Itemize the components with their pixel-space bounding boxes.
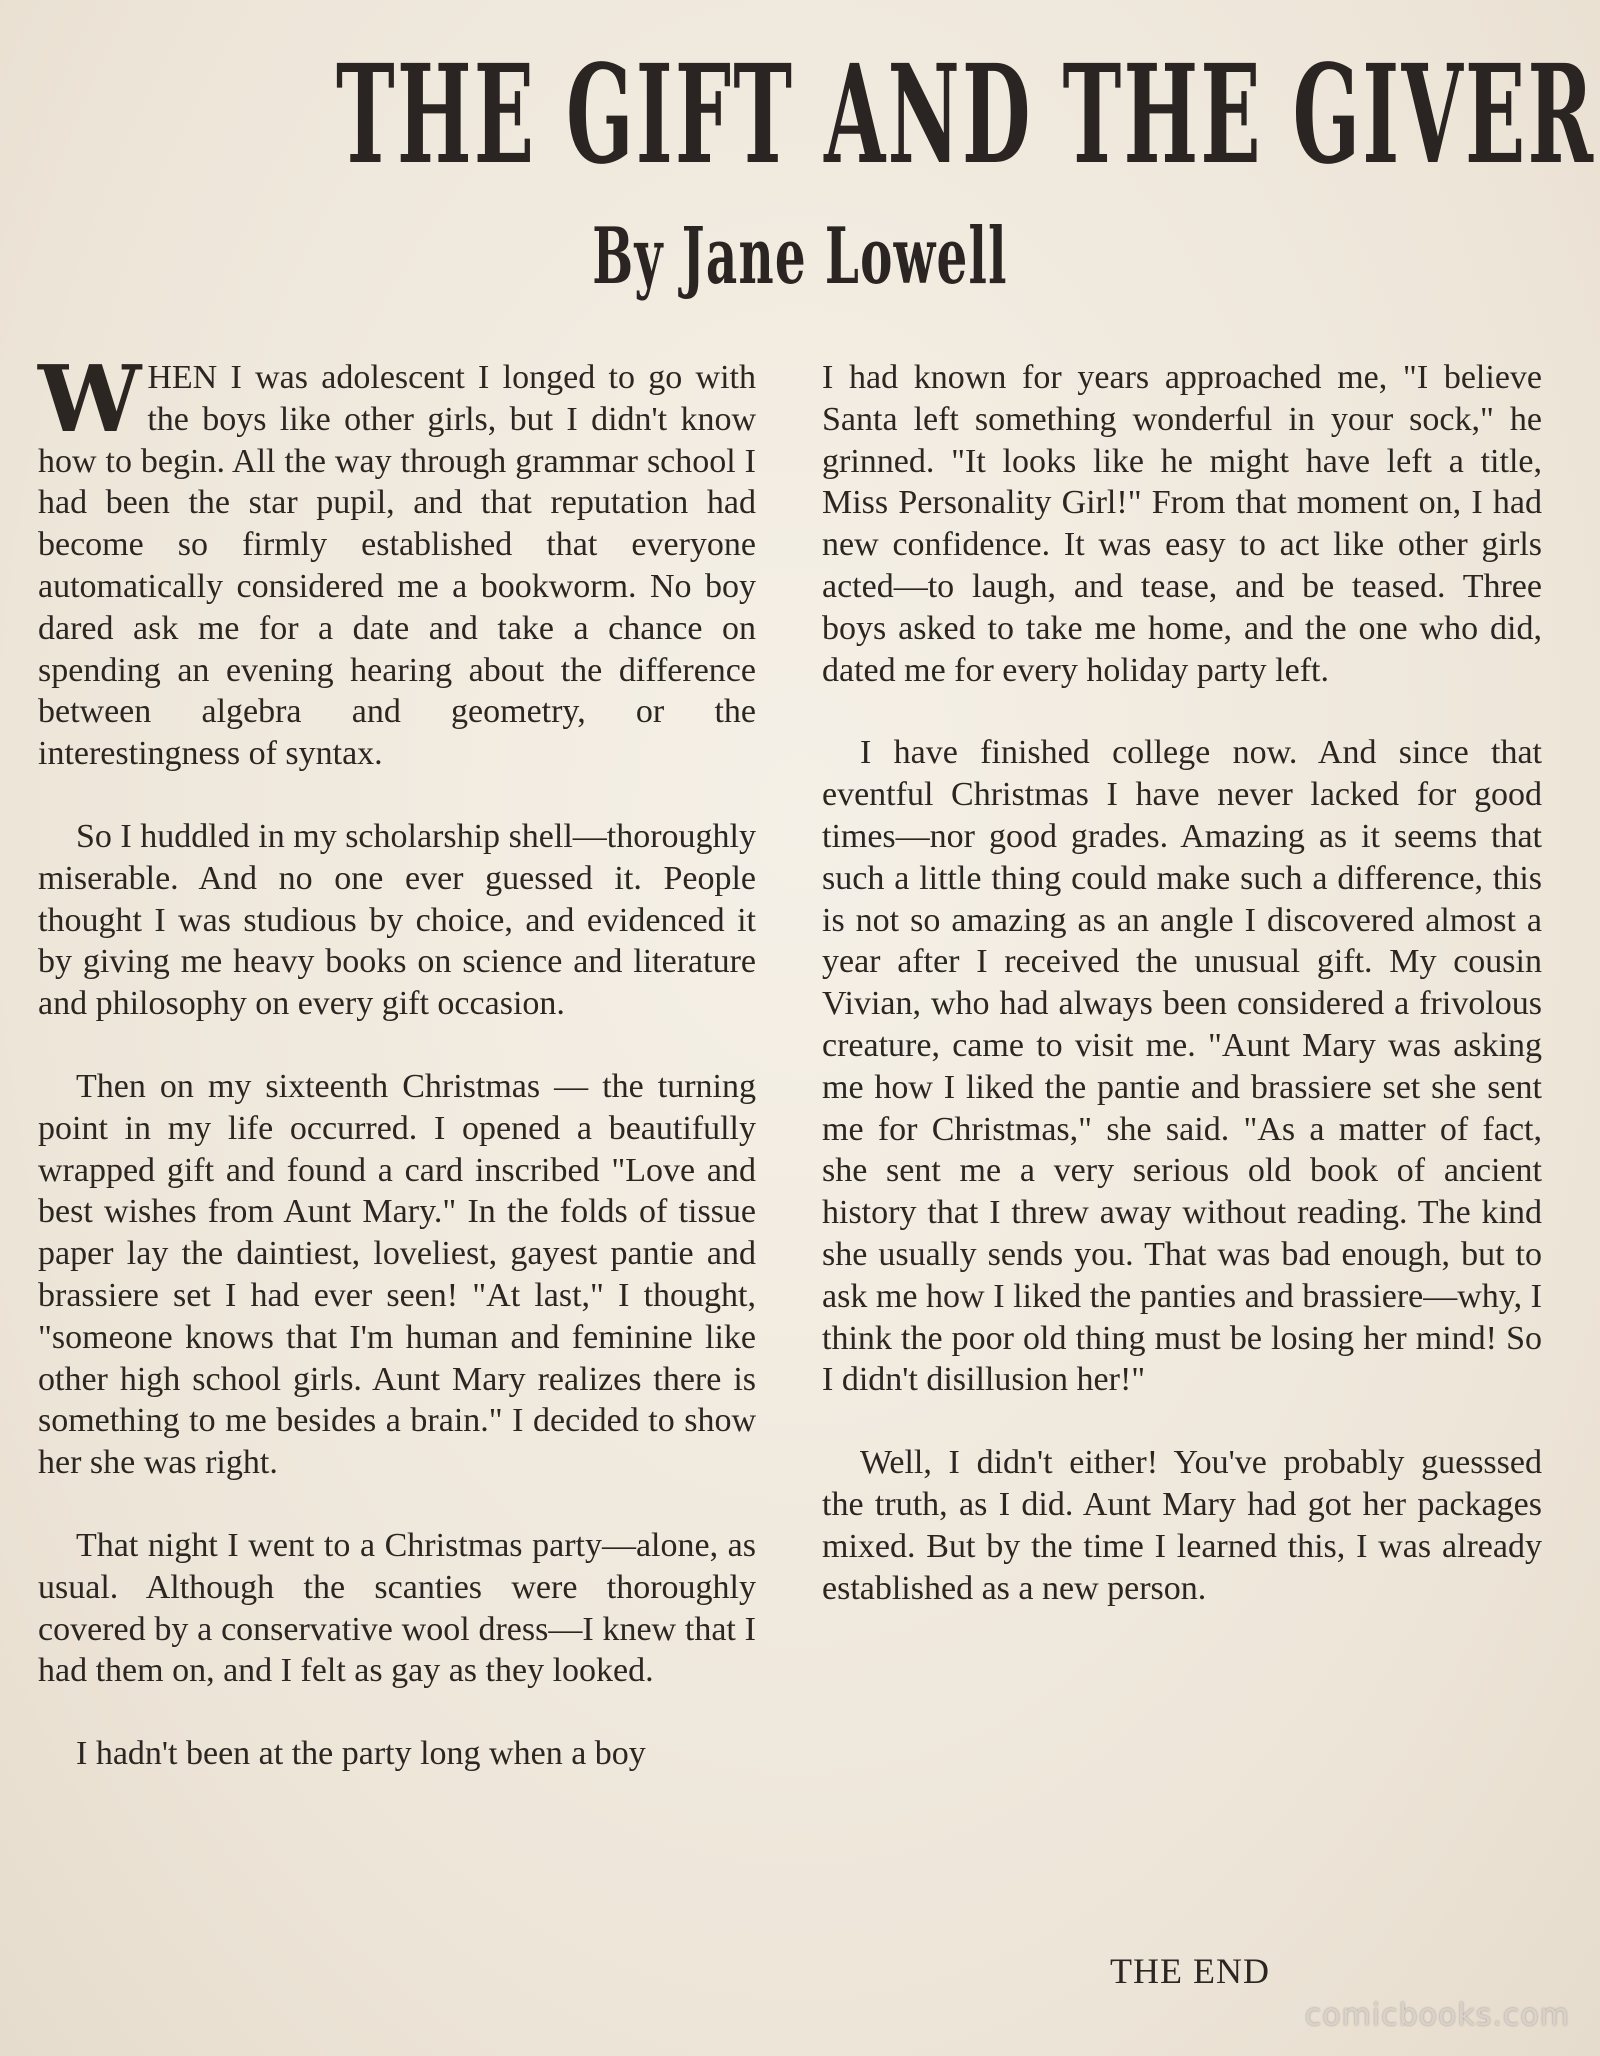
paragraph-1 xyxy=(38,345,756,775)
paragraph-6: I have finished college now. And since that eventful Christmas I have never lacked for good times—nor good grades. Amazing as it seems that such a little thing could make such a difference, this is not so amazing as an angle I discovered almost a year after I received the unusual gift. My cousin Vivian, who had always been considered a frivolous creature, came to visit me. "Aunt Mary was asking me how I liked the pantie and brassiere set she sent me for Christmas," she said. "As a matter of fact, she sent me a very serious old book of ancient history that I threw away without reading. The kind she usually sends you. That was bad enough, but to ask me how I liked the panties and brassiere—why, I think the poor old thing must be losing her mind! So I didn't disillusion her!" xyxy=(822,734,1542,1399)
drop-cap: W xyxy=(38,345,142,453)
paragraph-1-text: HEN I was adolescent I longed to go with the boys like other girls, but I didn't know how to begin. All the way through grammar school I had been the star pupil, and that reputation had become so firmly established that everyone automatically considered me a bookworm. No boy dared ask me for a date and take a chance on spending an evening hearing about the difference between algebra and geometry, or the interestingness of syntax. xyxy=(38,359,756,773)
story-column-right xyxy=(822,357,1542,1650)
paragraph-3: Then on my sixteenth Christmas — the turning point in my life occurred. I opened a beautifully wrapped gift and found a card inscribed "Love and best wishes from Aunt Mary." In the folds of tissue paper lay the daintiest, loveliest, gayest pantie and brassiere set I had ever seen! "At last," I thought, "someone knows that I'm human and feminine like other high school girls. Aunt Mary realizes there is something to me besides a brain." I decided to show her she was right. xyxy=(38,1067,756,1482)
paragraph-4: That night I went to a Christmas party—alone, as usual. Although the scanties were thoroughly covered by a conservative wool dress—I knew that I had them on, and I felt as gay as they looked. xyxy=(38,1526,756,1690)
paragraph-5-continued: I had known for years approached me, "I believe Santa left something wonderful in your sock," he grinned. "It looks like he might have left a title, Miss Personality Girl!" From that moment on, I had new confidence. It was easy to act like other girls acted—to laugh, and tease, and be teased. Three boys asked to take me home, and the one who did, dated me for every holiday party left. xyxy=(822,359,1542,689)
byline: By Jane Lowell xyxy=(592,211,1008,302)
watermark: comicbooks.com xyxy=(1304,1998,1570,2033)
paragraph-2: So I huddled in my scholarship shell—thoroughly miserable. And no one ever guessed it. People thought I was studious by choice, and evidenced it by giving me heavy books on science and literature and philosophy on every gift occasion. xyxy=(38,817,756,1023)
paragraph-5: I hadn't been at the party long when a boy xyxy=(76,1735,646,1773)
paragraph-7: Well, I didn't either! You've probably guesssed the truth, as I did. Aunt Mary had got her packages mixed. But by the time I learned this, I was already established as a new person. xyxy=(822,1444,1542,1607)
story-column-left xyxy=(38,345,756,1816)
the-end-label: THE END xyxy=(1110,1951,1270,1991)
story-title: THE GIFT AND THE GIVER xyxy=(336,35,1596,195)
